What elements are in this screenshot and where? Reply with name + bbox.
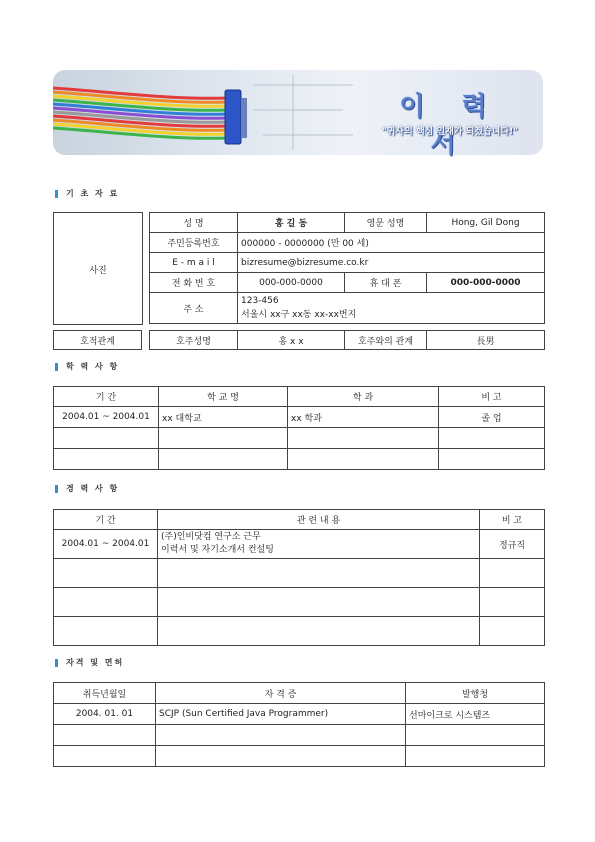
education-note: 졸 업 [439,407,545,428]
table-row [54,449,545,470]
license-name: SCJP (Sun Certified Java Programmer) [156,704,406,725]
household-head-label: 호주성명 [150,331,238,350]
table-row [54,559,545,588]
photo-label: 사진 [89,266,107,276]
family-label-table [53,330,142,350]
table-row [54,407,545,428]
address-line-1: 123-456 [241,296,279,306]
mobile-label: 휴 대 폰 [345,273,427,293]
name-value: 홍 길 동 [238,213,345,233]
career-line-2: 이력서 및 자기소개서 컨설팅 [161,545,274,555]
photo-box [53,212,143,325]
section-bullet-icon [55,363,58,371]
name-label: 성 명 [150,213,238,233]
section-bullet-icon [55,659,58,667]
section-bullet-icon [55,485,58,493]
id-number-value: 000000 - 0000000 (만 00 세) [238,233,545,253]
table-row [54,588,545,617]
section-license-heading: 자격 및 면허 [55,657,124,668]
family-table [149,330,545,350]
education-header: 비 고 [439,387,545,407]
english-name-value: Hong, Gil Dong [427,213,545,233]
mobile-value: 000-000-0000 [427,273,545,293]
career-description [158,530,480,559]
section-bullet-icon [55,190,58,198]
basic-info-table [149,212,545,324]
address-label: 주 소 [150,293,238,324]
table-row [54,746,545,767]
section-career-heading: 경 력 사 항 [55,483,119,494]
relation-label: 호주와의 관계 [345,331,427,350]
education-header: 기 간 [54,387,159,407]
career-note: 정규직 [480,530,545,559]
education-header: 학 교 명 [159,387,288,407]
table-row [54,428,545,449]
resume-slogan: "귀사의 핵심 인재가 되겠습니다!" [382,127,518,137]
education-school: xx 대학교 [159,407,288,428]
license-header: 취득년월일 [54,683,156,704]
education-major: xx 학과 [288,407,439,428]
career-header: 관 련 내 용 [158,510,480,530]
section-education-heading: 학 력 사 항 [55,361,119,372]
household-head-value: 홍 x x [238,331,345,350]
career-table [53,509,545,646]
resume-title: 이 력 서 [399,92,501,159]
career-header: 비 고 [480,510,545,530]
education-period: 2004.01 ~ 2004.01 [54,407,159,428]
english-name-label: 영문 성명 [345,213,427,233]
address-value [238,293,545,324]
relation-value: 長男 [427,331,545,350]
license-header: 발행청 [406,683,545,704]
section-basic-heading: 기 초 자 료 [55,188,119,199]
career-header: 기 간 [54,510,158,530]
license-issuer: 선마이크로 시스템즈 [406,704,545,725]
table-row [54,617,545,646]
family-relation-label: 호적관계 [54,331,142,350]
education-table [53,386,545,470]
email-value: bizresume@bizresume.co.kr [238,253,545,273]
phone-label: 전 화 번 호 [150,273,238,293]
table-row [54,530,545,559]
id-number-label: 주민등록번호 [150,233,238,253]
career-period: 2004.01 ~ 2004.01 [54,530,158,559]
email-label: E - m a i l [150,253,238,273]
table-row [54,725,545,746]
license-header: 자 격 증 [156,683,406,704]
license-table [53,682,545,767]
license-date: 2004. 01. 01 [54,704,156,725]
phone-value: 000-000-0000 [238,273,345,293]
career-line-1: (주)인비닷컴 연구소 근무 [161,532,261,542]
table-row [54,704,545,725]
address-line-2: 서울시 xx구 xx동 xx-xx번지 [241,310,357,320]
education-header: 학 과 [288,387,439,407]
